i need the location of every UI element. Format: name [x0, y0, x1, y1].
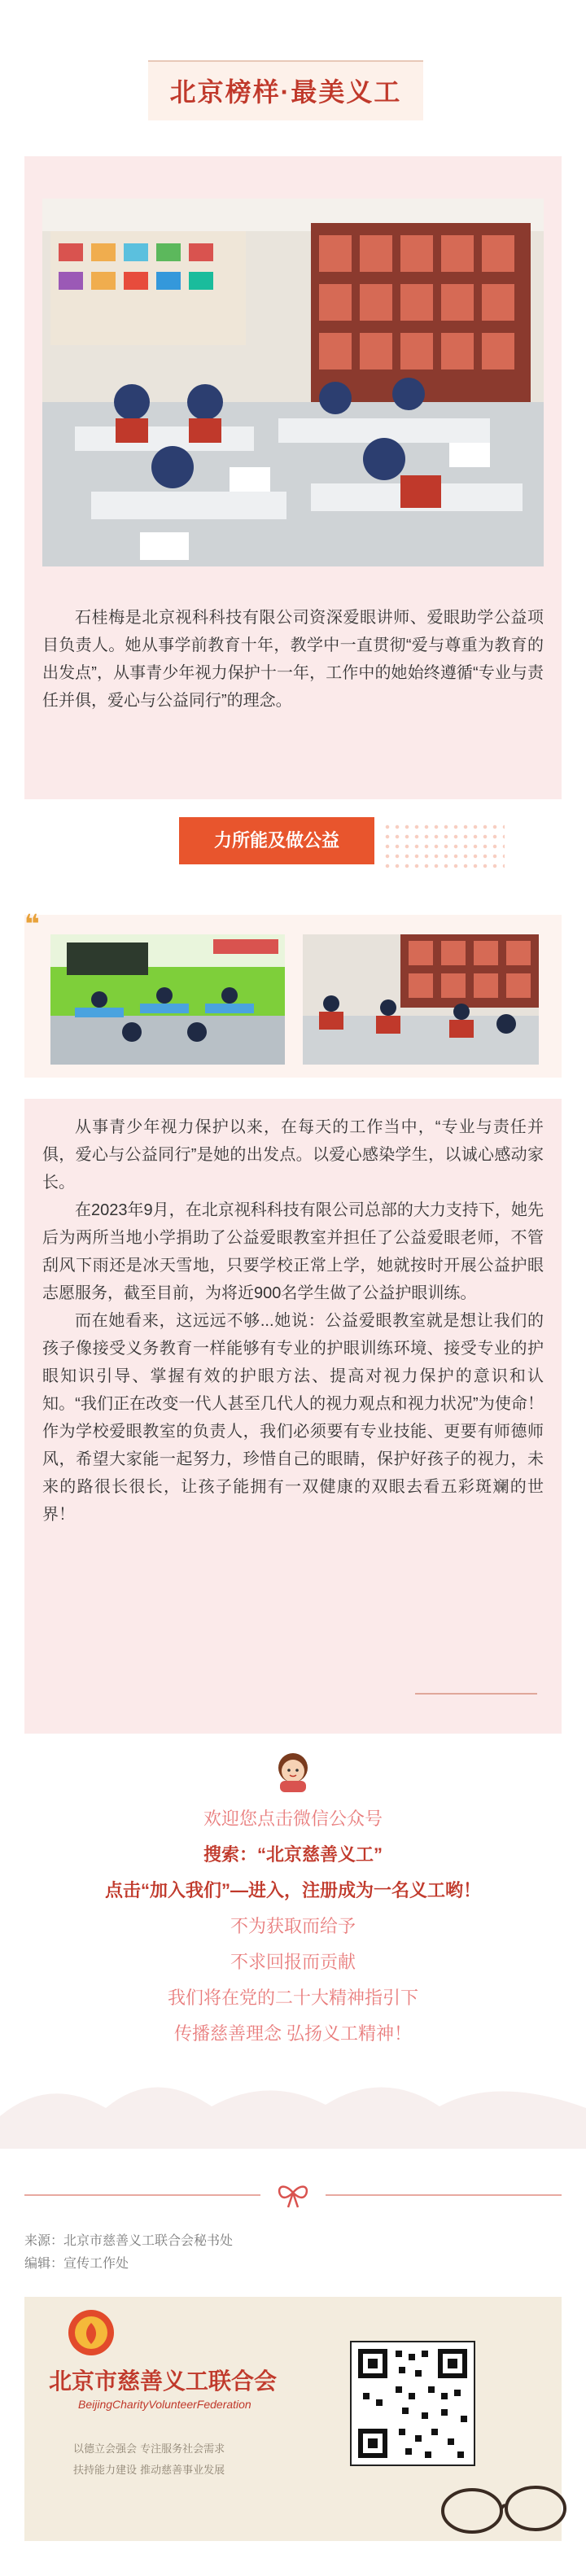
classroom-photo-green: [50, 934, 285, 1065]
red-classroom-illustration: [303, 934, 539, 1065]
divider-left: [24, 2194, 260, 2196]
source-text: 来源：北京市慈善义工联合会秘书处: [24, 2234, 234, 2248]
story-paragraph-3: 而在她看来，这远远不够...她说：公益爱眼教室就是想让我们的孩子像接受义务教育一样能够有专业的护眼训练环境、接受专业的护眼知识引导、掌握有效的护眼方法、提高对视力保护的意识和认知。“我们正在改变一代人甚至几代人的视力观点和视力状况”为使命！作为学校爱眼教室的负责人，我们必须要有专业技能、更要有师德师风，希望大家能一起努力，珍惜自己的眼睛，保护好孩子的视力，未来的路很长很长，让孩子能拥有一双健康的双眼去看五彩斑斓的世界！: [42, 1312, 544, 1524]
classroom-illustration: [42, 199, 544, 566]
org-slogan-2: 扶持能力建设 推动慈善事业发展: [73, 2464, 225, 2477]
editor-text: 编辑：宣传工作处: [24, 2257, 129, 2271]
org-name-en: BeijingCharityVolunteerFederation: [78, 2398, 251, 2411]
volunteer-avatar-icon: [270, 1748, 316, 1794]
promo-line-6: 我们将在党的二十大精神指引下: [167, 1988, 418, 2008]
qr-code[interactable]: [350, 2341, 475, 2466]
org-logo-icon: [67, 2308, 116, 2357]
section-badge: 力所能及做公益: [179, 817, 374, 864]
promo-line-5: 不求回报而贡献: [230, 1952, 356, 1972]
dots-decoration: [383, 822, 505, 871]
promo-line-4: 不为获取而给予: [230, 1916, 356, 1936]
story-paragraph-1: 从事青少年视力保护以来，在每天的工作当中，“专业与责任并俱，爱心与公益同行”是她的出发点。以爱心感染学生，以诚心感动家长。: [42, 1118, 544, 1192]
promo-line-2: 搜索：“北京慈善义工”: [203, 1844, 383, 1865]
cloud-decoration: [0, 2051, 586, 2149]
page-title: 北京榜样·最美义工: [169, 77, 402, 107]
classroom-photo: [42, 199, 544, 566]
org-slogan-1: 以德立会强会 专注服务社会需求: [73, 2443, 225, 2456]
quote-icon: ❝: [24, 909, 40, 938]
glasses-icon: [431, 2474, 570, 2539]
org-name: 北京市慈善义工联合会: [49, 2368, 278, 2394]
green-classroom-illustration: [50, 934, 285, 1065]
story-paragraph-2: 在2023年9月，在北京视科科技有限公司总部的大力支持下，她先后为两所当地小学捐助了公益爱眼教室并担任了公益爱眼老师，不管刮风下雨还是冰天雪地，只要学校正常上学，她就按时开展公益护眼志愿服务，截至目前，为将近900名学生做了公益护眼训练。: [42, 1201, 544, 1302]
story-text: [42, 1113, 544, 1529]
intro-paragraph: 石桂梅是北京视科科技有限公司资深爱眼讲师、爱眼助学公益项目负责人。她从事学前教育十年，教学中一直贯彻“爱与尊重为教育的出发点”，从事青少年视力保护十一年，工作中的她始终遵循“专业与责任并俱，爱心与公益同行”的理念。: [42, 609, 544, 710]
promo-line-1: 欢迎您点击微信公众号: [203, 1808, 383, 1829]
divider-line: [415, 1693, 537, 1695]
bow-icon: [273, 2181, 313, 2209]
divider-right: [326, 2194, 562, 2196]
classroom-photo-red: [303, 934, 539, 1065]
promo-line-7: 传播慈善理念 弘扬义工精神！: [173, 2023, 413, 2044]
promo-line-3: 点击“加入我们”—进入，注册成为一名义工哟！: [104, 1880, 481, 1900]
